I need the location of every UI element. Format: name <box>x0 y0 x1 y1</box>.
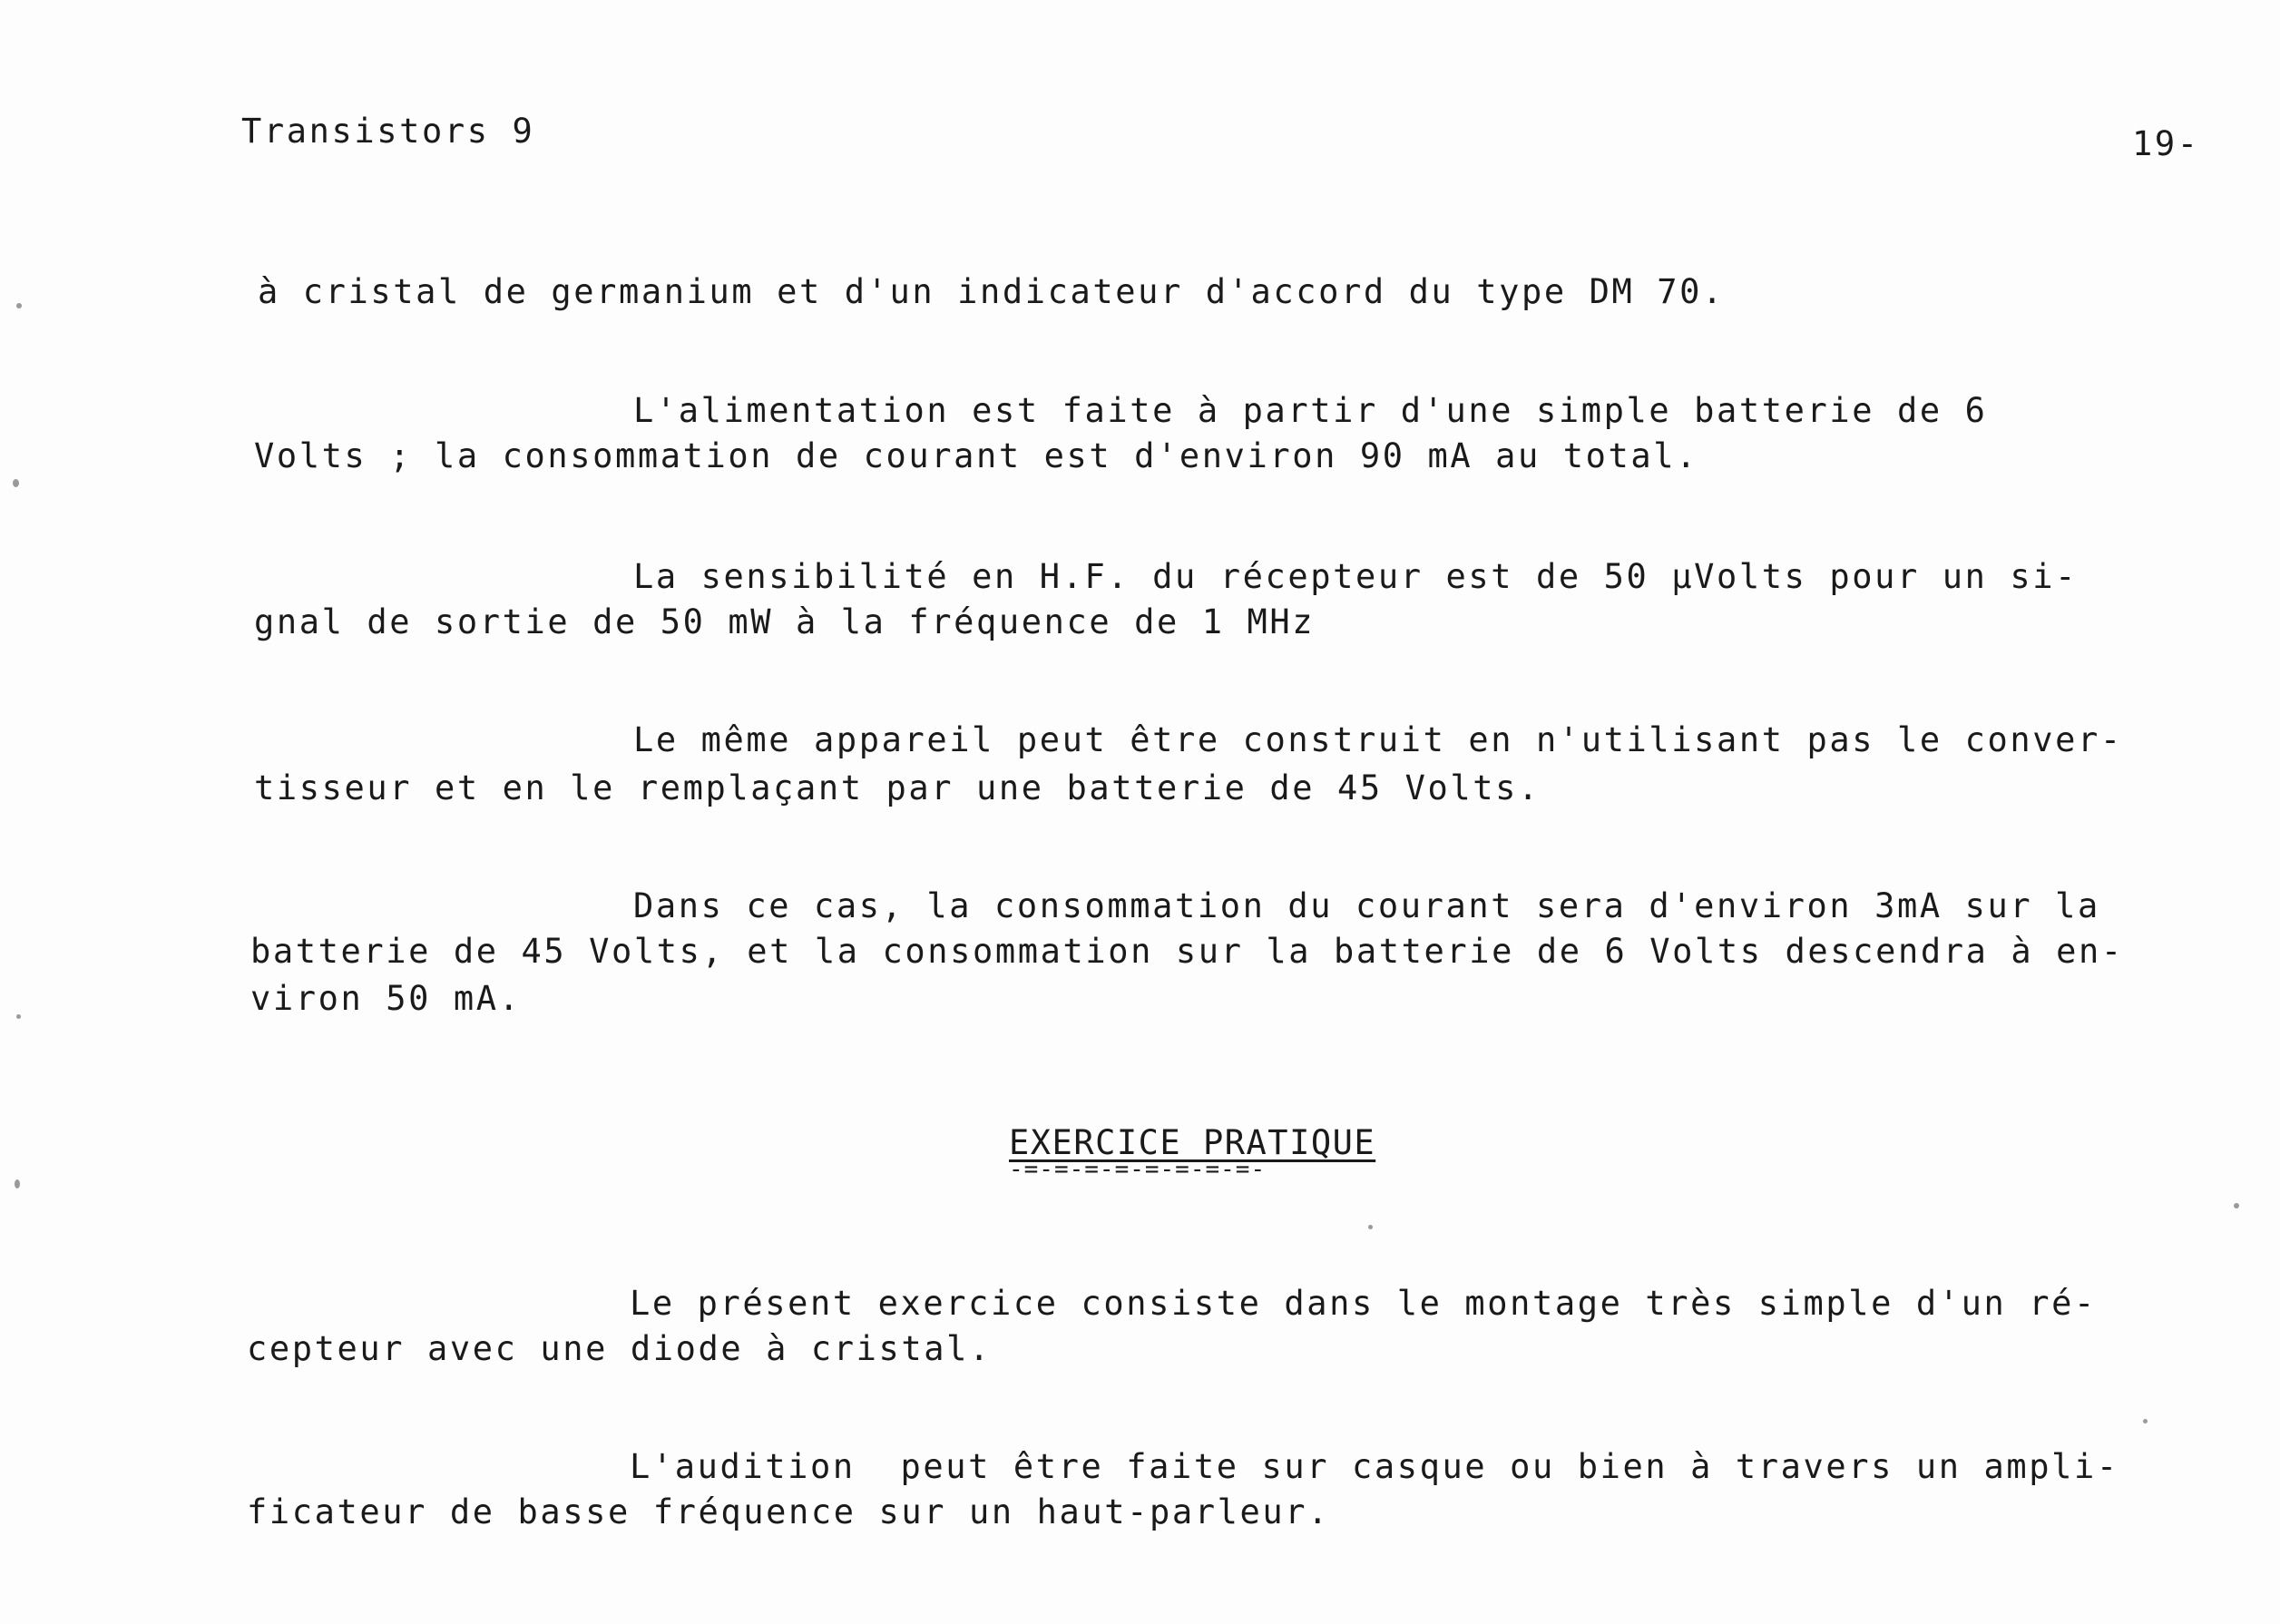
header-title: Transistors 9 <box>241 112 535 151</box>
section-title-rule: -=-=-=-=-=-=-=-=- <box>1009 1156 1267 1183</box>
paragraph-line: Le même appareil peut être construit en n'utilisant pas le conver- <box>633 720 2123 759</box>
paragraph-line: Dans ce cas, la consommation du courant sera d'environ 3mA sur la <box>633 886 2100 925</box>
paragraph-line: viron 50 mA. <box>250 979 522 1018</box>
paragraph-line: batterie de 45 Volts, et la consommation sur la batterie de 6 Volts descendra à en- <box>250 932 2124 971</box>
scan-speck <box>2143 1419 2148 1423</box>
paragraph-line: La sensibilité en H.F. du récepteur est de 50 µVolts pour un si- <box>633 557 2079 596</box>
paragraph-line: tisseur et en le remplaçant par une batterie de 45 Volts. <box>254 768 1541 807</box>
paragraph-line: L'alimentation est faite à partir d'une simple batterie de 6 <box>633 391 1988 430</box>
scan-speck <box>15 1179 20 1189</box>
scan-speck <box>16 303 22 308</box>
paragraph-line: L'audition peut être faite sur casque ou bien à travers un ampli- <box>630 1447 2119 1486</box>
paragraph-line: Volts ; la consommation de courant est d'environ 90 mA au total. <box>254 436 1699 475</box>
paragraph-line: ficateur de basse fréquence sur un haut-parleur. <box>247 1492 1331 1531</box>
scan-speck <box>16 1014 21 1019</box>
paragraph-line: cepteur avec une diode à cristal. <box>247 1329 992 1368</box>
paragraph-line: Le présent exercice consiste dans le montage très simple d'un ré- <box>630 1284 2097 1323</box>
scan-speck <box>2234 1203 2239 1208</box>
page-number: 19- <box>2132 124 2200 163</box>
scan-speck <box>13 479 19 487</box>
section-title: EXERCICE PRATIQUE <box>1009 1123 1376 1162</box>
scan-speck <box>1368 1225 1373 1229</box>
paragraph-line: à cristal de germanium et d'un indicateur d'accord du type DM 70. <box>258 272 1725 311</box>
paragraph-line: gnal de sortie de 50 mW à la fréquence de 1 MHz <box>254 602 1316 641</box>
